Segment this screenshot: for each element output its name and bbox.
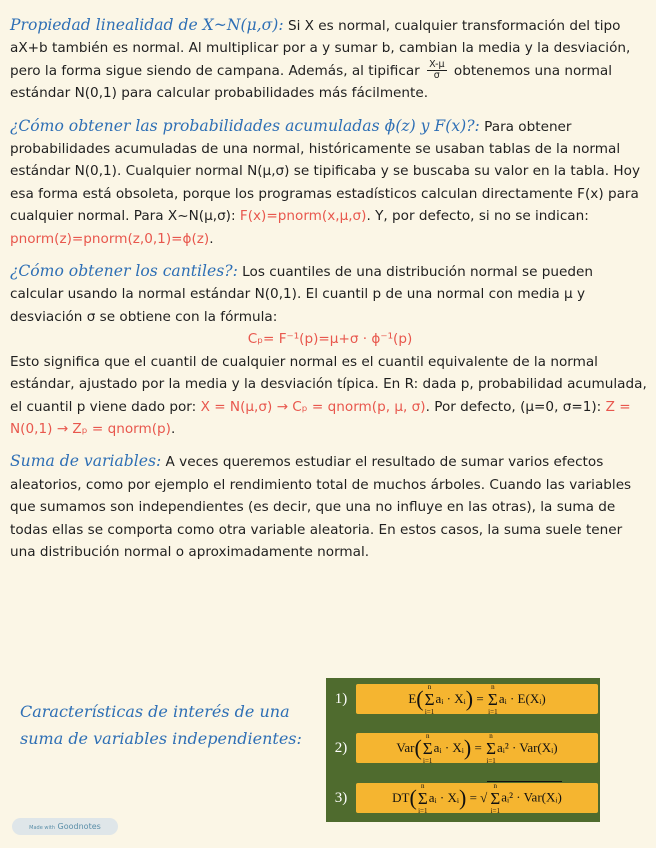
property-number: 1) — [334, 691, 348, 707]
qnorm-default-formula: Z = N(0,1) → Zₚ = qnorm(p) — [10, 398, 631, 437]
sum-properties-panel — [326, 678, 600, 822]
qnorm-formula: X = N(μ,σ) → Cₚ = qnorm(p, μ, σ) — [200, 398, 426, 415]
operator-label: Var — [396, 740, 415, 755]
badge-prefix: Made with — [29, 825, 55, 831]
quantiles-text-b: Esto significa que el cuantil de cualquier normal es el cuantil equivalente de la normal estándar, ajustado por la media y la desviación típica. En R: dada p, probabilidad acumulada, el cuantil p viene dado por: — [10, 353, 647, 415]
quantile-formula: Cₚ= F⁻¹(p)=μ+σ · ɸ⁻¹(p) — [247, 331, 413, 348]
quantiles-text-a: Los cuantiles de una distribución normal se pueden calcular usando la normal estándar N(0,1). El cuantil p de una normal con media μ y desviación σ se obtiene con la fórmula: — [10, 264, 593, 325]
lhs-term: aᵢ · Xᵢ — [435, 691, 466, 706]
property-number: 3) — [334, 790, 348, 806]
sqrt-symbol: √ — [480, 790, 488, 805]
linearity-paragraph — [10, 14, 650, 105]
fraction-numerator: X-μ — [429, 59, 445, 71]
quantiles-text-c: . Por defecto, (μ=0, σ=1): — [425, 398, 606, 415]
property-formula: Var ( n Σ i=1 aᵢ · Xᵢ ) = n Σ i=1 aᵢ² · Var(Xᵢ) — [356, 733, 598, 763]
pnorm-default-formula: pnorm(z)=pnorm(z,0,1)=ɸ(z) — [10, 230, 210, 247]
notes-page — [10, 14, 650, 563]
cumulative-text-a: Para obtener probabilidades acumuladas de una normal, históricamente se usaban tablas de la normal estándar N(0,1). Cualquier normal N(μ,σ) se tipificaba y se buscaba su valor en la tabla. Hoy esa forma está obsoleta, porque los programas estadísticos calculan directamente F(x) para cualquier normal. Para X~N(μ,σ): — [10, 118, 640, 225]
property-row-std-dev — [326, 778, 600, 818]
cumulative-paragraph — [10, 115, 650, 250]
fraction-denominator: σ — [433, 70, 440, 82]
sum-symbol: n Σ i=1 — [486, 731, 496, 765]
rhs-term: aᵢ² · Var(Xᵢ) — [501, 789, 562, 805]
linearity-heading: Propiedad linealidad de X~N(μ,σ): — [10, 16, 284, 34]
quantiles-text-d: . — [170, 420, 176, 437]
property-formula: DT ( n Σ i=1 aᵢ · Xᵢ ) = √ n Σ i=1 aᵢ² · Var(Xᵢ) — [356, 783, 598, 813]
cumulative-text-b: . Y, por defecto, si no se indican: — [366, 208, 589, 225]
sum-symbol: n Σ i=1 — [417, 781, 428, 815]
lhs-term: aᵢ · Xᵢ — [433, 740, 464, 755]
sqrt-content — [487, 781, 562, 815]
badge-brand: Goodnotes — [57, 822, 101, 831]
sum-properties-title: Características de interés de una suma de variables independientes: — [20, 702, 302, 748]
operator-label: DT — [392, 790, 410, 805]
linearity-text-b: obtenemos una normal estándar N(0,1) para calcular probabilidades más fácilmente. — [10, 62, 612, 102]
goodnotes-badge — [12, 818, 118, 835]
rhs-term: aᵢ · E(Xᵢ) — [498, 691, 546, 706]
property-number: 2) — [334, 740, 348, 756]
property-formula: E ( n Σ i=1 aᵢ · Xᵢ ) = n Σ i=1 aᵢ · E(Xᵢ) — [356, 684, 598, 714]
sum-text: A veces queremos estudiar el resultado de sumar varios efectos aleatorios, como por ejemplo el rendimiento total de muchos árboles. Cuando las variables que sumamos son independientes (es decir, que una no influye en las otras), la suma de todas ellas se comporta como otra variable aleatoria. En estos casos, la suma suele tener una distribución normal o aproximadamente normal. — [10, 454, 632, 560]
cumulative-heading: ¿Cómo obtener las probabilidades acumuladas ɸ(z) y F(x)?: — [10, 116, 480, 135]
lhs-term: aᵢ · Xᵢ — [428, 790, 459, 805]
sum-symbol: n Σ i=1 — [422, 731, 433, 765]
property-row-expectation — [326, 679, 600, 719]
sum-symbol: n Σ i=1 — [490, 782, 501, 815]
pnorm-formula: F(x)=pnorm(x,μ,σ) — [239, 208, 367, 225]
operator-label: E — [408, 691, 417, 706]
quantiles-paragraph — [10, 260, 650, 440]
linearity-text-a: Si X es normal, cualquier transformación del tipo aX+b también es normal. Al multiplicar por a y sumar b, cambian la media y la desviación, pero la forma sigue siendo de campana. Además, al tipificar — [10, 18, 631, 79]
cumulative-text-c: . — [209, 230, 214, 247]
property-row-variance — [326, 728, 600, 768]
sum-paragraph — [10, 450, 650, 563]
sum-symbol: n Σ i=1 — [424, 682, 435, 716]
standardize-fraction — [427, 60, 447, 81]
sum-symbol: n Σ i=1 — [487, 682, 498, 716]
quantiles-heading: ¿Cómo obtener los cantiles?: — [10, 262, 238, 281]
sum-heading: Suma de variables: — [10, 452, 162, 471]
rhs-term: aᵢ² · Var(Xᵢ) — [497, 740, 558, 755]
